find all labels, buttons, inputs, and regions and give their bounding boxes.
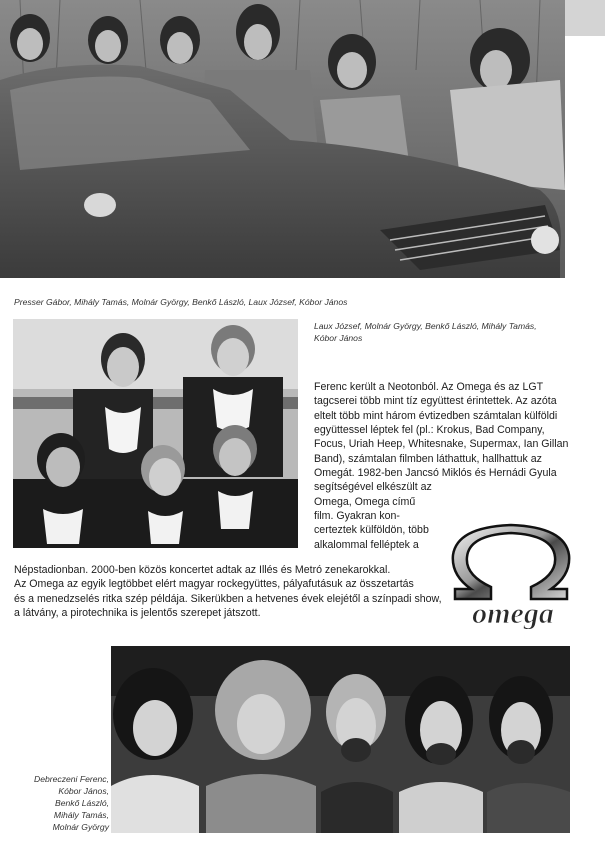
article-line-9: Omega, Omega című — [314, 496, 416, 508]
stage-caption-line-1: Debreczeni Ferenc, — [34, 774, 109, 784]
article-line-10: film. Gyakran kon- — [314, 510, 400, 522]
article-line-13: Népstadionban. 2000-ben közös koncertet adtak az Illés és Metró zenekarokkal. — [14, 564, 391, 576]
article-line-8: segítségével elkészült az — [314, 481, 432, 493]
omega-symbol-icon — [453, 525, 569, 599]
article-line-4: együttessel léptek fel (pl.: Krokus, Bad Company, — [314, 424, 545, 436]
stage-caption-line-4: Mihály Tamás, — [53, 810, 109, 820]
article-line-6: Band), számtalan filmben láthattuk, hallhattuk az — [314, 453, 542, 465]
stage-caption-line-2: Kóbor János, — [58, 786, 109, 796]
suits-caption-line-2: Kóbor János — [314, 333, 363, 343]
car-photo — [0, 0, 565, 278]
article-line-14: Az Omega az egyik legtöbbet elért magyar rockegyüttes, pályafutásuk az összetartás — [14, 578, 414, 590]
stage-caption-line-5: Molnár György — [52, 822, 109, 832]
stage-photo-caption — [17, 773, 109, 833]
suits-photo — [13, 319, 298, 548]
article-line-15: és a menedzselés ritka szép példája. Sikerükben a hetvenes évek elejétől a színpadi show, — [14, 593, 442, 605]
article-line-3: eltelt több mint három évtizedben számtalan külföldi — [314, 410, 558, 422]
article-line-7: Omegát. 1982-ben Jancsó Miklós és Hernádi Gyula — [314, 467, 557, 479]
article-line-2: tagcserei több mint tíz együttest érintettek. Az azóta — [314, 395, 557, 407]
article-line-16: a látvány, a pirotechnika is jelentős szerepet játszott. — [14, 607, 261, 619]
article-line-11: certeztek külföldön, több — [314, 524, 429, 536]
page-corner-tab — [565, 0, 605, 36]
stage-photo — [111, 646, 570, 833]
car-photo-caption: Presser Gábor, Mihály Tamás, Molnár György, Benkő László, Laux József, Kóbor János — [14, 297, 348, 307]
stage-caption-line-3: Benkő László, — [55, 798, 109, 808]
suits-caption-line-1: Laux József, Molnár György, Benkő László, Mihály Tamás, — [314, 321, 537, 331]
article-line-1: Ferenc került a Neotonból. Az Omega és az LGT — [314, 381, 544, 393]
article-line-5: Focus, Uriah Heep, Whitesnake, Supermax, Ian Gillan — [314, 438, 569, 450]
article-line-12: alkalommal felléptek a — [314, 539, 419, 551]
omega-wordmark: omega — [472, 597, 554, 629]
suits-photo-caption — [314, 320, 599, 344]
omega-logo — [447, 523, 575, 629]
